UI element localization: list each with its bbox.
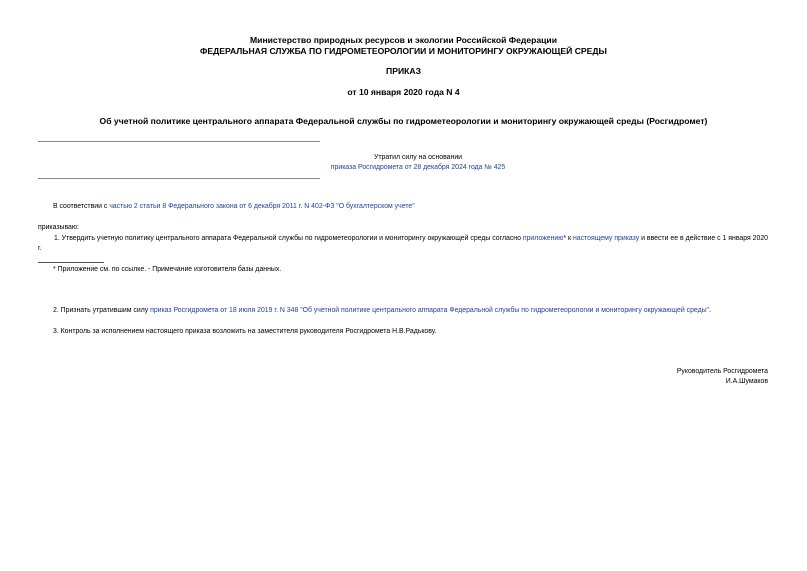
item-2-suffix: . [709, 307, 711, 314]
item-3: 3. Контроль за исполнением настоящего приказа возложить на заместителя руководителя Росгидромета Н.В.Радькову. [53, 328, 437, 335]
appendix-link[interactable]: приложению [522, 235, 564, 242]
item-1-mid: * к [563, 235, 573, 242]
document-type: ПРИКАЗ [386, 66, 421, 76]
item-2-prefix: 2. Признать утратившим силу [53, 307, 151, 314]
ministry-heading: Министерство природных ресурсов и экологии Российской Федерации [250, 35, 557, 45]
federal-law-link[interactable]: частью 2 статьи 8 Федерального закона от 6 декабря 2011 г. N 402-ФЗ "О бухгалтерском учете" [109, 203, 415, 210]
item-2 [53, 307, 711, 314]
signature-position: Руководитель Росгидромета [676, 368, 768, 375]
footnote-rule [38, 262, 104, 263]
this-order-link[interactable]: настоящему приказу [572, 235, 640, 242]
notice-link[interactable] [322, 164, 514, 171]
footnote: * Приложение см. по ссылке. - Примечание изготовителя базы данных. [53, 266, 282, 273]
item-1 [38, 234, 768, 254]
preamble-prefix: В соответствии с [53, 203, 110, 210]
document-title: Об учетной политике центрального аппарата Федеральной службы по гидрометеорологии и мониторингу окружающей среды (Росгидромет) [99, 116, 708, 126]
old-order-link[interactable]: приказ Росгидромета от 18 июля 2019 г. N 348 "Об учетной политике центрального аппарата Федеральной службы по гидрометеорологии и мониторингу окружающей среды" [150, 307, 710, 314]
notice-text: Утратил силу на основании [373, 154, 463, 161]
notice-top-rule [38, 141, 320, 142]
repeal-order-link[interactable]: приказа Росгидромета от 28 декабря 2024 года № 425 [330, 164, 506, 171]
notice-bottom-rule [38, 178, 320, 179]
signature-name: И.А.Шумаков [725, 378, 768, 385]
order-word: приказываю: [38, 224, 79, 231]
document-date: от 10 января 2020 года N 4 [347, 87, 460, 97]
item-1-prefix: 1. Утвердить учетную политику центрального аппарата Федеральной службы по гидрометеорологии и мониторингу окружающей среды согласно [54, 235, 523, 242]
item-1-suffix: и ввести ее в действие с 1 января 2020 г. [38, 235, 769, 252]
service-heading: ФЕДЕРАЛЬНАЯ СЛУЖБА ПО ГИДРОМЕТЕОРОЛОГИИ И МОНИТОРИНГУ ОКРУЖАЮЩЕЙ СРЕДЫ [200, 46, 607, 56]
preamble [53, 203, 415, 210]
